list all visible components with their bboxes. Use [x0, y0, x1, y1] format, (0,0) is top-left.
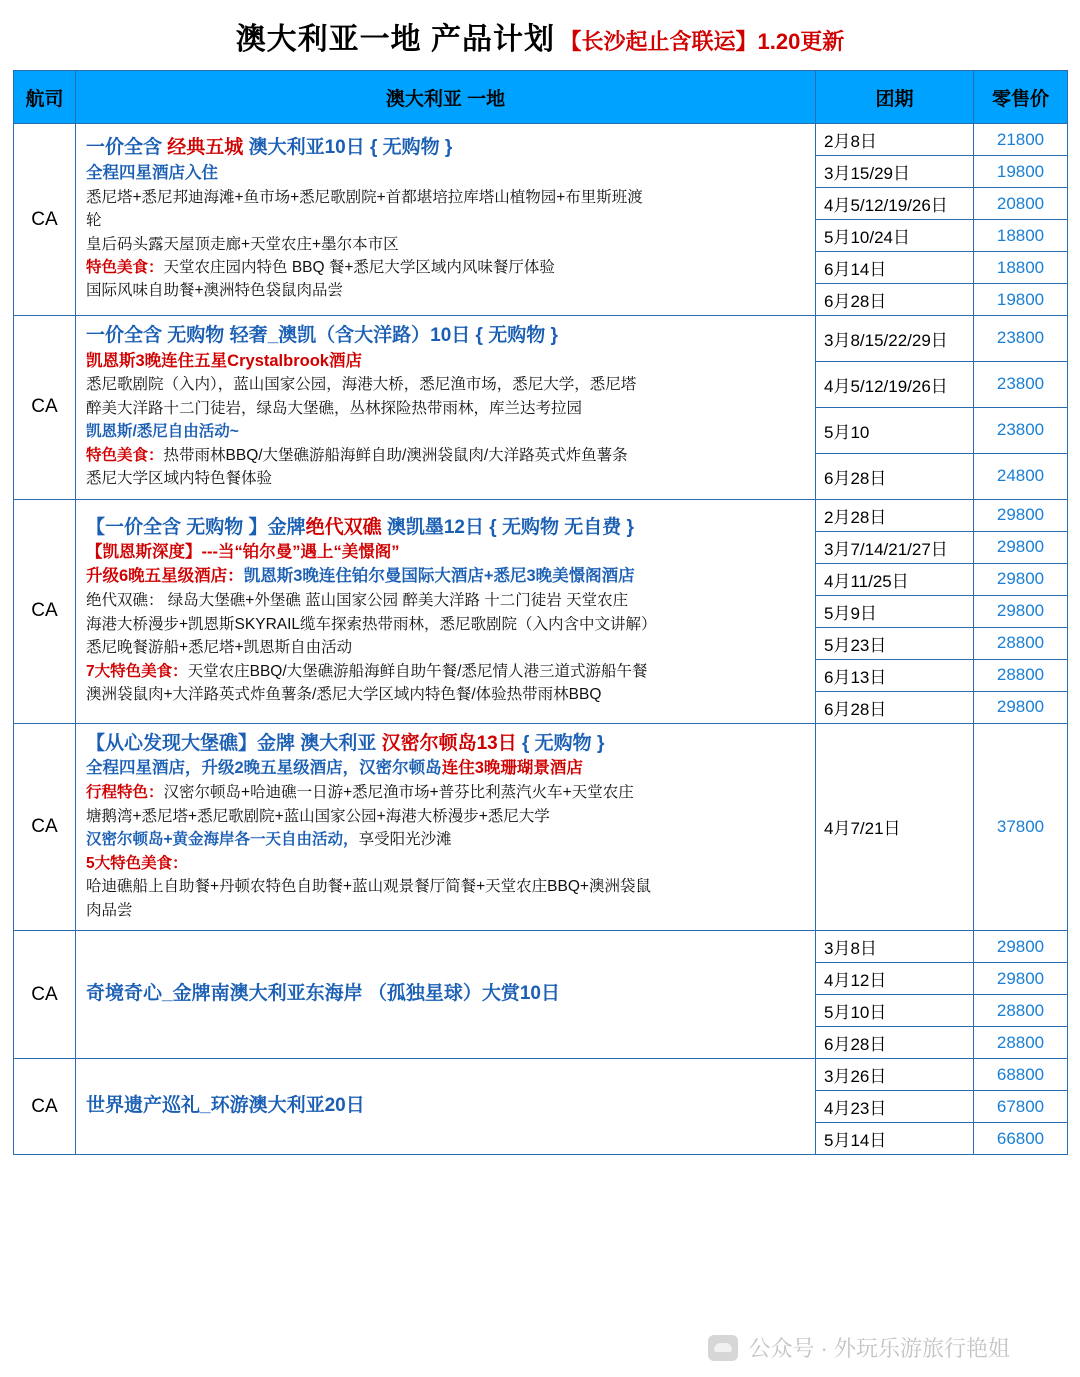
departure-date-cell: 6月28日	[816, 1027, 974, 1059]
table-row	[14, 1059, 1068, 1091]
retail-price-cell: 29800	[974, 691, 1068, 723]
description-text: 5大特色美食：	[86, 854, 188, 872]
description-line	[86, 980, 807, 1008]
airline-cell: CA	[14, 723, 76, 930]
departure-date-cell: 3月15/29日	[816, 156, 974, 188]
description-line	[86, 613, 807, 636]
airline-cell: CA	[14, 124, 76, 316]
description-text: 【从心发现大堡礁】	[86, 732, 258, 754]
watermark-text: 公众号 · 外玩乐游旅行艳姐	[748, 1336, 1010, 1361]
departure-date-cell: 3月7/14/21/27日	[816, 531, 974, 563]
description-text: 凯恩斯/悉尼自由活动~	[86, 423, 239, 441]
departure-date-cell: 3月8/15/22/29日	[816, 316, 974, 362]
description-line	[86, 350, 807, 374]
description-text: 天堂农庄园内特色 BBQ 餐+悉尼大学区域内风味餐厅体验	[163, 258, 555, 276]
airline-cell: CA	[14, 1059, 76, 1155]
retail-price-cell: 68800	[974, 1059, 1068, 1091]
retail-price-cell: 21800	[974, 124, 1068, 156]
departure-date-cell: 3月26日	[816, 1059, 974, 1091]
description-text: 醉美大洋路十二门徒岩，绿岛大堡礁，丛林探险热带雨林，库兰达考拉园	[86, 399, 583, 417]
airline-cell: CA	[14, 931, 76, 1059]
retail-price-cell: 29800	[974, 499, 1068, 531]
retail-price-cell: 23800	[974, 361, 1068, 407]
description-text: 海港大桥漫步+凯恩斯SKYRAIL缆车探索热带雨林，悉尼歌剧院（入内含中文讲解）	[86, 615, 657, 633]
departure-date-cell: 3月8日	[816, 931, 974, 963]
retail-price-cell: 28800	[974, 995, 1068, 1027]
retail-price-cell: 29800	[974, 531, 1068, 563]
departure-date-cell: 4月5/12/19/26日	[816, 188, 974, 220]
retail-price-cell: 18800	[974, 252, 1068, 284]
retail-price-cell: 66800	[974, 1123, 1068, 1155]
table-header-row	[14, 71, 1068, 124]
description-text: 澳凯墨12日 { 无购物 无自费 }	[386, 516, 634, 538]
departure-date-cell: 5月10	[816, 407, 974, 453]
retail-price-cell: 28800	[974, 627, 1068, 659]
departure-date-cell: 5月9日	[816, 595, 974, 627]
description-line	[86, 828, 807, 851]
departure-date-cell: 4月12日	[816, 963, 974, 995]
description-text: 特色美食：	[86, 258, 164, 276]
retail-price-cell: 29800	[974, 595, 1068, 627]
description-text: 凯恩斯3晚连住五星Crystalbrook酒店	[86, 351, 362, 370]
retail-price-cell: 37800	[974, 723, 1068, 930]
product-description-cell	[76, 124, 816, 316]
description-text: 汉密尔顿岛13日	[381, 732, 522, 754]
departure-date-cell: 6月14日	[816, 252, 974, 284]
description-line	[86, 899, 807, 922]
departure-date-cell: 4月11/25日	[816, 563, 974, 595]
table-body	[14, 124, 1068, 1155]
product-description-cell	[76, 316, 816, 500]
description-line	[86, 757, 807, 781]
description-line	[86, 730, 807, 758]
description-line	[86, 186, 807, 209]
description-line	[86, 420, 807, 443]
description-text: 【一价全含 无购物 】	[86, 516, 268, 538]
description-line	[86, 683, 807, 706]
departure-date-cell: 5月23日	[816, 627, 974, 659]
description-line	[86, 1092, 807, 1120]
description-line	[86, 660, 807, 683]
header-airline: 航司	[14, 71, 76, 124]
description-text: 一价全含 无购物	[86, 325, 230, 346]
product-description-cell	[76, 1059, 816, 1155]
description-line	[86, 636, 807, 659]
description-text: 国际风味自助餐+澳洲特色袋鼠肉品尝	[86, 282, 344, 300]
description-text: 哈迪礁船上自助餐+丹顿农特色自助餐+蓝山观景餐厅简餐+天堂农庄BBQ+澳洲袋鼠	[86, 878, 651, 896]
departure-date-cell: 4月5/12/19/26日	[816, 361, 974, 407]
description-line	[86, 256, 807, 279]
departure-date-cell: 5月10/24日	[816, 220, 974, 252]
description-line	[86, 444, 807, 467]
description-text: 天堂农庄BBQ/大堡礁游船海鲜自助午餐/悉尼情人港三道式游船午餐	[187, 662, 648, 680]
description-text: 塘鹅湾+悉尼塔+悉尼歌剧院+蓝山国家公园+海港大桥漫步+悉尼大学	[86, 807, 550, 825]
departure-date-cell: 5月10日	[816, 995, 974, 1027]
departure-date-cell: 6月28日	[816, 691, 974, 723]
description-line	[86, 279, 807, 302]
description-text: 澳大利亚10日 { 无购物 }	[248, 137, 453, 159]
description-text: 享受阳光沙滩	[358, 831, 452, 849]
description-text: 凯恩斯3晚连住铂尔曼国际大酒店+悉尼3晚美憬阁酒店	[243, 567, 635, 586]
retail-price-cell: 23800	[974, 407, 1068, 453]
retail-price-cell: 28800	[974, 1027, 1068, 1059]
retail-price-cell: 19800	[974, 156, 1068, 188]
airline-cell: CA	[14, 499, 76, 723]
description-text: 汉密尔顿岛+黄金海岸各一天自由活动，	[86, 831, 359, 849]
table-row	[14, 723, 1068, 930]
table-row	[14, 316, 1068, 362]
description-text: 热带雨林BBQ/大堡礁游船海鲜自助/澳洲袋鼠肉/大洋路英式炸鱼薯条	[163, 446, 628, 464]
description-text: 悉尼歌剧院（入内），蓝山国家公园，海港大桥，悉尼渔市场，悉尼大学，悉尼塔	[86, 376, 637, 394]
header-departure: 团期	[816, 71, 974, 124]
retail-price-cell: 67800	[974, 1091, 1068, 1123]
retail-price-cell: 29800	[974, 931, 1068, 963]
description-text: { 无购物 }	[522, 732, 605, 754]
departure-date-cell: 2月28日	[816, 499, 974, 531]
description-text: 悉尼塔+悉尼邦迪海滩+鱼市场+悉尼歌剧院+首都堪培拉库塔山植物园+布里斯班渡	[86, 188, 643, 206]
departure-date-cell: 2月8日	[816, 124, 974, 156]
description-line	[86, 373, 807, 396]
retail-price-cell: 19800	[974, 284, 1068, 316]
retail-price-cell: 24800	[974, 453, 1068, 499]
product-description-cell	[76, 723, 816, 930]
description-line	[86, 514, 807, 542]
description-text: 奇境奇心_金牌南澳大利亚东海岸 （孤独星球）大赏10日	[86, 982, 560, 1004]
description-text: 皇后码头露天屋顶走廊+天堂农庄+墨尔本市区	[86, 235, 399, 253]
description-line	[86, 134, 807, 162]
retail-price-cell: 29800	[974, 563, 1068, 595]
description-text: 悉尼晚餐游船+悉尼塔+凯恩斯自由活动	[86, 639, 353, 657]
product-description-cell	[76, 499, 816, 723]
description-text: 全程四星酒店入住	[86, 163, 218, 182]
description-line	[86, 875, 807, 898]
description-text: 经典五城	[167, 137, 249, 159]
description-text: 全程四星酒店，升级2晚五星级酒店，汉密尔顿岛	[86, 759, 442, 778]
retail-price-cell: 20800	[974, 188, 1068, 220]
description-line	[86, 781, 807, 804]
wechat-icon	[708, 1335, 738, 1361]
header-description: 澳大利亚 一地	[76, 71, 816, 124]
description-line	[86, 565, 807, 589]
description-line	[86, 162, 807, 186]
description-text: 金牌 澳大利亚	[257, 732, 382, 754]
description-text: 金牌	[267, 516, 306, 538]
description-text: 绝代双礁	[305, 516, 387, 538]
page-title	[0, 0, 1080, 70]
description-text: 绝代双礁： 绿岛大堡礁+外堡礁 蓝山国家公园 醉美大洋路 十二门徒岩 天堂农庄	[86, 592, 629, 610]
retail-price-cell: 29800	[974, 963, 1068, 995]
departure-date-cell: 5月14日	[816, 1123, 974, 1155]
description-line	[86, 322, 807, 350]
airline-cell: CA	[14, 316, 76, 500]
description-text: 一价全含	[86, 137, 168, 159]
description-text: 7大特色美食：	[86, 662, 188, 680]
description-text: 轮	[86, 212, 102, 230]
description-line	[86, 209, 807, 232]
departure-date-cell: 6月28日	[816, 453, 974, 499]
product-table	[13, 70, 1068, 1155]
product-description-cell	[76, 931, 816, 1059]
description-line	[86, 541, 807, 565]
description-text: 【凯恩斯深度】---当“铂尔曼”遇上“美憬阁”	[86, 543, 400, 562]
description-text: 连住3晚珊瑚景酒店	[441, 759, 583, 778]
description-text: 特色美食：	[86, 446, 164, 464]
retail-price-cell: 18800	[974, 220, 1068, 252]
departure-date-cell: 6月13日	[816, 659, 974, 691]
description-text: 行程特色：	[86, 784, 164, 802]
description-line	[86, 467, 807, 490]
page-title-note: 【长沙起止含联运】1.20更新	[559, 29, 845, 54]
description-text: 肉品尝	[86, 901, 133, 919]
table-row	[14, 931, 1068, 963]
departure-date-cell: 4月23日	[816, 1091, 974, 1123]
watermark	[708, 1332, 1010, 1363]
description-line	[86, 233, 807, 256]
page-title-main: 澳大利亚一地 产品计划	[235, 23, 556, 56]
table-row	[14, 499, 1068, 531]
departure-date-cell: 4月7/21日	[816, 723, 974, 930]
retail-price-cell: 28800	[974, 659, 1068, 691]
description-text: 悉尼大学区域内特色餐体验	[86, 470, 273, 488]
description-text: 世界遗产巡礼_环游澳大利亚20日	[86, 1094, 365, 1116]
description-line	[86, 852, 807, 875]
description-text: 轻奢_澳凯（含大洋路）10日 { 无购物 }	[229, 325, 558, 346]
departure-date-cell: 6月28日	[816, 284, 974, 316]
description-line	[86, 589, 807, 612]
description-text: 澳洲袋鼠肉+大洋路英式炸鱼薯条/悉尼大学区域内特色餐/体验热带雨林BBQ	[86, 686, 602, 704]
description-text: 升级6晚五星级酒店：	[86, 567, 244, 586]
description-text: 汉密尔顿岛+哈迪礁一日游+悉尼渔市场+普芬比利蒸汽火车+天堂农庄	[163, 784, 634, 802]
header-price: 零售价	[974, 71, 1068, 124]
table-row	[14, 124, 1068, 156]
description-line	[86, 805, 807, 828]
description-line	[86, 397, 807, 420]
retail-price-cell: 23800	[974, 316, 1068, 362]
